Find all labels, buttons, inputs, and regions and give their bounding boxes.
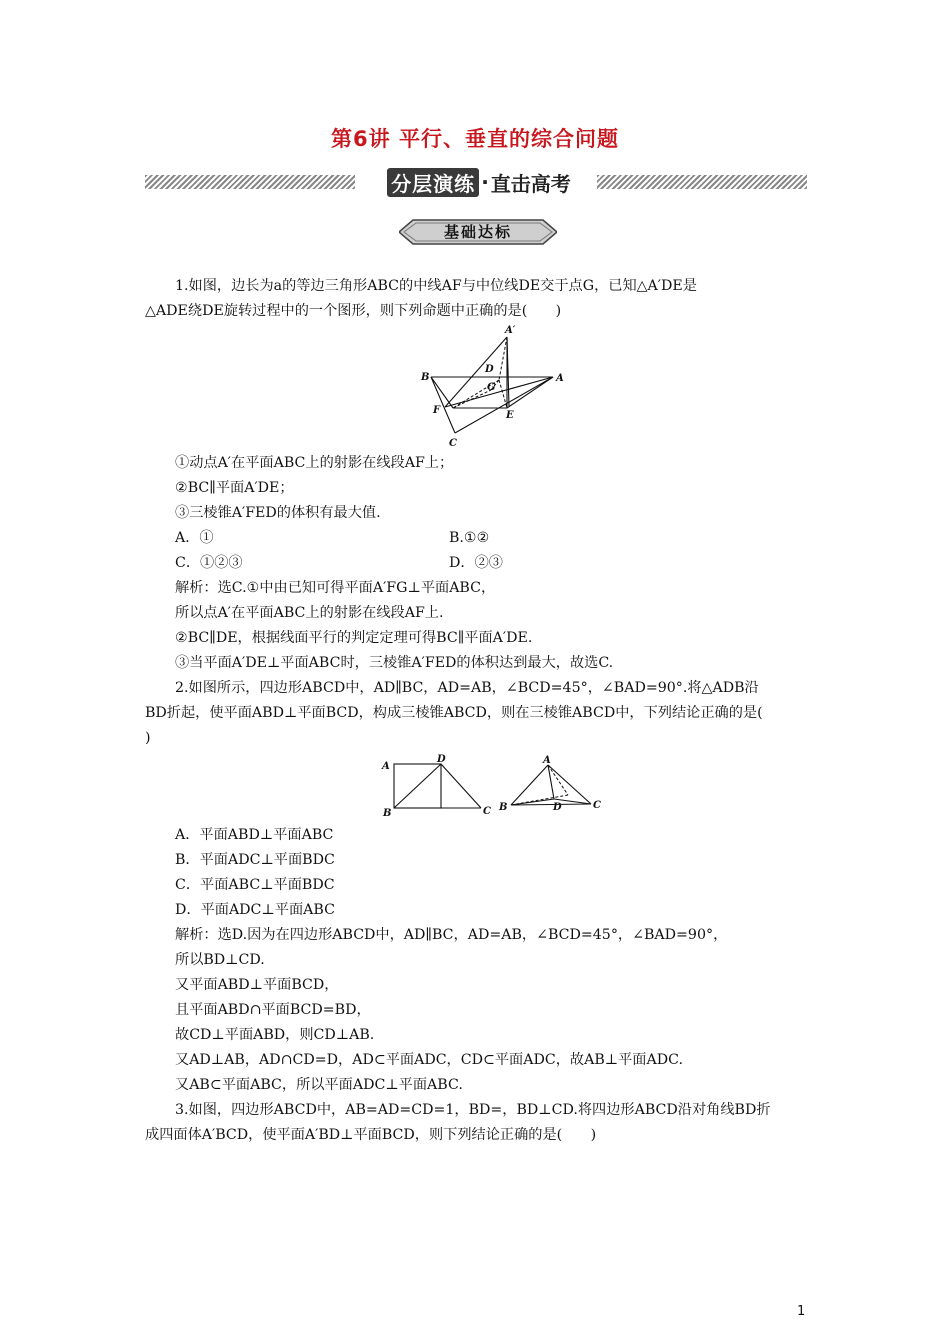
q1-option-a: A．①: [175, 530, 214, 546]
q1-figure: [415, 320, 575, 450]
q2-label-c-folded: C: [593, 800, 601, 811]
q1-label-d: D: [485, 364, 494, 375]
q3-stem-line1: 3.如图，四边形ABCD中，AB=AD=CD=1，BD=，BD⊥CD.将四边形ABCD沿对角线BD折: [175, 1102, 771, 1118]
banner-stripe-right: [597, 175, 807, 189]
q1-solution-line2: 所以点A′在平面ABC上的射影在线段AF上.: [175, 605, 444, 621]
section-banner: [145, 168, 807, 198]
banner-box-text: 分层演练: [387, 168, 479, 197]
q2-solution-line5: 故CD⊥平面ABD，则CD⊥AB.: [175, 1027, 375, 1043]
q2-solution-line6: 又AD⊥AB，AD∩CD=D，AD⊂平面ADC，CD⊂平面ADC，故AB⊥平面ADC.: [175, 1052, 683, 1068]
banner-stripe-left: [145, 175, 355, 189]
q2-option-c: C．平面ABC⊥平面BDC: [175, 877, 335, 893]
q2-label-a-folded: A: [543, 755, 551, 766]
q1-label-e: E: [506, 410, 514, 421]
q1-label-b: B: [421, 372, 430, 383]
page-title: 第6讲 平行、垂直的综合问题: [331, 127, 619, 151]
q2-solution-line7: 又AB⊂平面ABC，所以平面ADC⊥平面ABC.: [175, 1077, 463, 1093]
q3-stem-line2: 成四面体A′BCD，使平面A′BD⊥平面BCD，则下列结论正确的是( ): [145, 1127, 597, 1143]
q1-solution-line3: ②BC∥DE，根据线面平行的判定定理可得BC∥平面A′DE.: [175, 630, 533, 646]
q2-option-d: D．平面ADC⊥平面ABC: [175, 902, 335, 918]
q1-item3: ③三棱锥A′FED的体积有最大值.: [175, 505, 381, 521]
q2-stem-line3: ): [145, 730, 151, 746]
q1-label-a: A: [556, 373, 564, 384]
q1-item2: ②BC∥平面A′DE；: [175, 480, 294, 496]
banner-tail-text: 直击高考: [490, 171, 571, 196]
q2-stem-line2: BD折起，使平面ABD⊥平面BCD，构成三棱锥ABCD，则在三棱锥ABCD中，下列结论正确的是(: [145, 705, 763, 721]
q2-label-b: B: [383, 808, 392, 819]
q1-label-c: C: [449, 438, 457, 449]
q1-label-g: G: [487, 382, 496, 393]
q1-stem-line2: △ADE绕DE旋转过程中的一个图形，则下列命题中正确的是( ): [145, 303, 562, 319]
q2-label-d-folded: D: [553, 802, 562, 813]
q1-option-b: B.①②: [449, 530, 490, 546]
q1-option-d: D．②③: [449, 555, 503, 571]
q2-label-a: A: [382, 761, 390, 772]
section-tag: [399, 219, 557, 245]
page-number: 1: [797, 1304, 806, 1319]
q1-item1: ①动点A′在平面ABC上的射影在线段AF上；: [175, 455, 454, 471]
q2-option-b: B．平面ADC⊥平面BDC: [175, 852, 335, 868]
q1-stem-line1: 1.如图，边长为a的等边三角形ABC的中线AF与中位线DE交于点G，已知△A′DE是: [175, 278, 697, 294]
q2-label-b-folded: B: [499, 802, 508, 813]
q1-solution-line4: ③当平面A′DE⊥平面ABC时，三棱锥A′FED的体积达到最大，故选C.: [175, 655, 614, 671]
q2-label-d: D: [437, 754, 446, 765]
q2-figure: [378, 752, 608, 824]
q1-option-c: C．①②③: [175, 555, 243, 571]
q2-solution-line4: 且平面ABD∩平面BCD=BD，: [175, 1002, 371, 1018]
q2-option-a: A．平面ABD⊥平面ABC: [175, 827, 334, 843]
q2-stem-line1: 2.如图所示，四边形ABCD中，AD∥BC，AD=AB，∠BCD=45°，∠BAD=90°.将△ADB沿: [175, 680, 759, 696]
q2-label-c: C: [483, 806, 491, 817]
q1-label-a-prime: A′: [505, 325, 516, 336]
q1-solution-line1: 解析：选C.①中由已知可得平面A′FG⊥平面ABC，: [175, 580, 496, 596]
q1-label-f: F: [433, 405, 441, 416]
q2-solution-line3: 又平面ABD⊥平面BCD，: [175, 977, 339, 993]
banner-dot: ·: [481, 170, 489, 194]
banner-text: [363, 168, 595, 196]
q2-solution-line1: 解析：选D.因为在四边形ABCD中，AD∥BC，AD=AB，∠BCD=45°，∠BAD=90°，: [175, 927, 728, 943]
q2-solution-line2: 所以BD⊥CD.: [175, 952, 265, 968]
section-tag-label: 基础达标: [443, 223, 512, 241]
